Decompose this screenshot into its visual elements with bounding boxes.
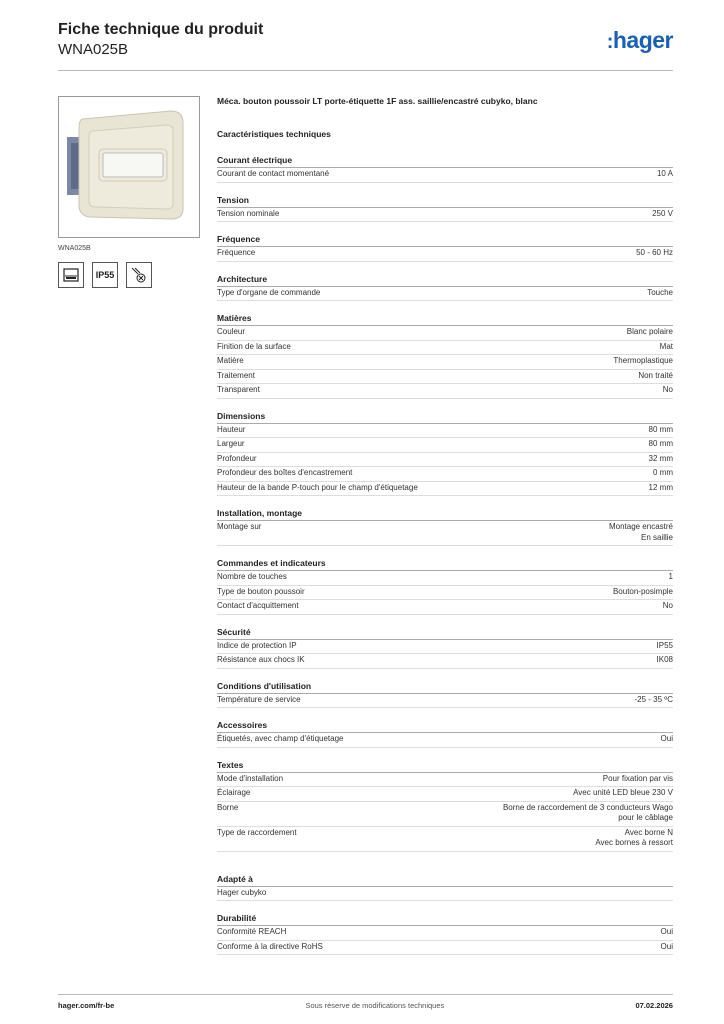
spec-label: Contact d'acquittement [217, 601, 299, 610]
spec-label: Matière [217, 356, 244, 365]
spec-section [217, 681, 673, 709]
spec-label: Éclairage [217, 788, 251, 797]
spec-value: 250 V [652, 208, 673, 218]
section-title: Fréquence [217, 234, 673, 247]
spec-label: Hauteur [217, 424, 246, 434]
spec-row [217, 208, 673, 223]
spec-row [217, 326, 673, 341]
section-title: Textes [217, 760, 673, 773]
page-header [58, 20, 673, 71]
spec-row [217, 887, 673, 902]
spec-row [217, 370, 673, 385]
spec-row [217, 482, 673, 497]
spec-row [217, 694, 673, 709]
spec-label: Nombre de touches [217, 572, 287, 581]
spec-sections [217, 155, 673, 955]
spec-label: Largeur [217, 439, 245, 448]
spec-row [217, 941, 673, 956]
spec-row [217, 586, 673, 601]
spec-value: 12 mm [648, 482, 673, 492]
spec-value: Mat [659, 341, 673, 351]
spec-section [217, 155, 673, 183]
spec-section [217, 274, 673, 302]
spec-label: Finition de la surface [217, 341, 291, 351]
spec-value: Avec borne N Avec bornes à ressort [595, 827, 673, 847]
spec-section [217, 760, 673, 852]
spec-value: Bouton-posimple [612, 586, 673, 596]
spec-row [217, 168, 673, 183]
spec-value: 0 mm [653, 468, 673, 477]
spec-label: Étiquetés, avec champ d'étiquetage [217, 734, 344, 743]
spec-value: No [662, 601, 673, 610]
spec-label: Profondeur [217, 453, 257, 463]
spec-section [217, 627, 673, 669]
spec-label: Résistance aux chocs IK [217, 655, 305, 664]
spec-label: Type de raccordement [217, 827, 297, 837]
spec-value: Oui [660, 927, 673, 936]
section-title: Architecture [217, 274, 673, 287]
spec-row [217, 453, 673, 468]
spec-value: Borne de raccordement de 3 conducteurs Wago pour le câblage [502, 802, 673, 822]
section-title: Conditions d'utilisation [217, 681, 673, 694]
led-icon [126, 262, 152, 288]
spec-value: Thermoplastique [613, 356, 673, 365]
spec-row [217, 600, 673, 615]
page-footer [58, 994, 673, 1010]
spec-section [217, 234, 673, 262]
image-caption: WNA025B [58, 245, 91, 252]
spec-row [217, 571, 673, 586]
spec-label: Tension nominale [217, 208, 280, 218]
spec-value: IP55 [656, 640, 673, 650]
spec-row [217, 654, 673, 669]
spec-label: Couleur [217, 327, 246, 336]
spec-value: Pour fixation par vis [602, 773, 673, 783]
spec-section [217, 913, 673, 955]
spec-label: Type de bouton poussoir [217, 586, 305, 596]
spec-label: Fréquence [217, 248, 256, 257]
section-title: Sécurité [217, 627, 673, 640]
spec-row [217, 424, 673, 439]
spec-value: 10 A [656, 169, 673, 178]
spec-row [217, 827, 673, 852]
spec-panel [217, 96, 673, 967]
spec-label: Indice de protection IP [217, 640, 297, 650]
spec-label: Température de service [217, 694, 301, 704]
spec-row [217, 341, 673, 356]
section-title: Durabilité [217, 913, 673, 926]
spec-value: Oui [660, 941, 673, 951]
brand-logo: :hager [606, 27, 673, 53]
spec-value: Montage encastré En saillie [608, 522, 673, 542]
spec-row [217, 787, 673, 802]
spec-value: Touche [647, 287, 673, 297]
spec-value: 1 [668, 572, 673, 581]
spec-value: 32 mm [648, 453, 673, 463]
spec-label: Hauteur de la bande P-touch pour le champ d'étiquetage [217, 482, 418, 492]
spec-section [217, 874, 673, 902]
spec-section [217, 508, 673, 546]
spec-value: Oui [660, 734, 673, 743]
spec-row [217, 926, 673, 941]
section-title: Commandes et indicateurs [217, 558, 673, 571]
footer-date: 07.02.2026 [635, 1001, 673, 1010]
spec-row [217, 733, 673, 748]
spec-section [217, 195, 673, 223]
page-title: Fiche technique du produit [58, 21, 264, 38]
spec-row [217, 521, 673, 546]
spec-section [217, 411, 673, 497]
spec-label: Hager cubyko [217, 887, 267, 897]
spec-section [217, 558, 673, 615]
spec-label: Transparent [217, 385, 260, 394]
spec-label: Borne [217, 802, 239, 812]
spec-row [217, 773, 673, 788]
spec-row [217, 640, 673, 655]
ip55-badge: IP55 [92, 262, 118, 288]
footer-disclaimer: Sous réserve de modifications techniques [305, 1001, 445, 1010]
spec-row [217, 355, 673, 370]
spec-label: Conformité REACH [217, 927, 287, 936]
section-title: Courant électrique [217, 155, 673, 168]
section-title: Accessoires [217, 720, 673, 733]
spec-value: No [662, 385, 673, 394]
spec-label: Courant de contact momentané [217, 169, 330, 178]
spec-label: Mode d'installation [217, 773, 284, 783]
spec-value: Avec unité LED bleue 230 V [573, 788, 673, 797]
spec-row [217, 438, 673, 453]
badge-row [58, 262, 200, 288]
spec-value: 80 mm [648, 424, 673, 434]
spec-label: Profondeur des boîtes d'encastrement [217, 468, 353, 477]
spec-value: Non traité [638, 370, 673, 380]
product-image [58, 96, 200, 238]
spec-row [217, 287, 673, 302]
section-title: Adapté à [217, 874, 673, 887]
section-title: Tension [217, 195, 673, 208]
footer-website[interactable]: hager.com/fr-be [58, 1001, 115, 1010]
spec-label: Traitement [217, 370, 255, 380]
product-reference: WNA025B [58, 41, 129, 58]
spec-row [217, 247, 673, 262]
spec-section [217, 720, 673, 748]
spec-label: Montage sur [217, 522, 262, 531]
section-title: Installation, montage [217, 508, 673, 521]
spec-value: 50 - 60 Hz [636, 248, 673, 257]
product-description: Méca. bouton poussoir LT porte-étiquette 1F ass. saillie/encastré cubyko, blanc [217, 96, 538, 106]
mounting-box-icon [58, 262, 84, 288]
section-title: Dimensions [217, 411, 673, 424]
section-title: Matières [217, 313, 673, 326]
spec-label: Conforme à la directive RoHS [217, 941, 323, 951]
spec-value: -25 - 35 ºC [634, 694, 673, 704]
spec-row [217, 467, 673, 482]
spec-value: Blanc polaire [626, 327, 673, 336]
product-panel [58, 96, 200, 288]
spec-row [217, 384, 673, 399]
spec-value: 80 mm [648, 439, 673, 448]
spec-row [217, 802, 673, 827]
spec-section [217, 313, 673, 399]
spec-label: Type d'organe de commande [217, 287, 321, 297]
spec-value: IK08 [656, 655, 673, 664]
tech-heading: Caractéristiques techniques [217, 129, 331, 139]
